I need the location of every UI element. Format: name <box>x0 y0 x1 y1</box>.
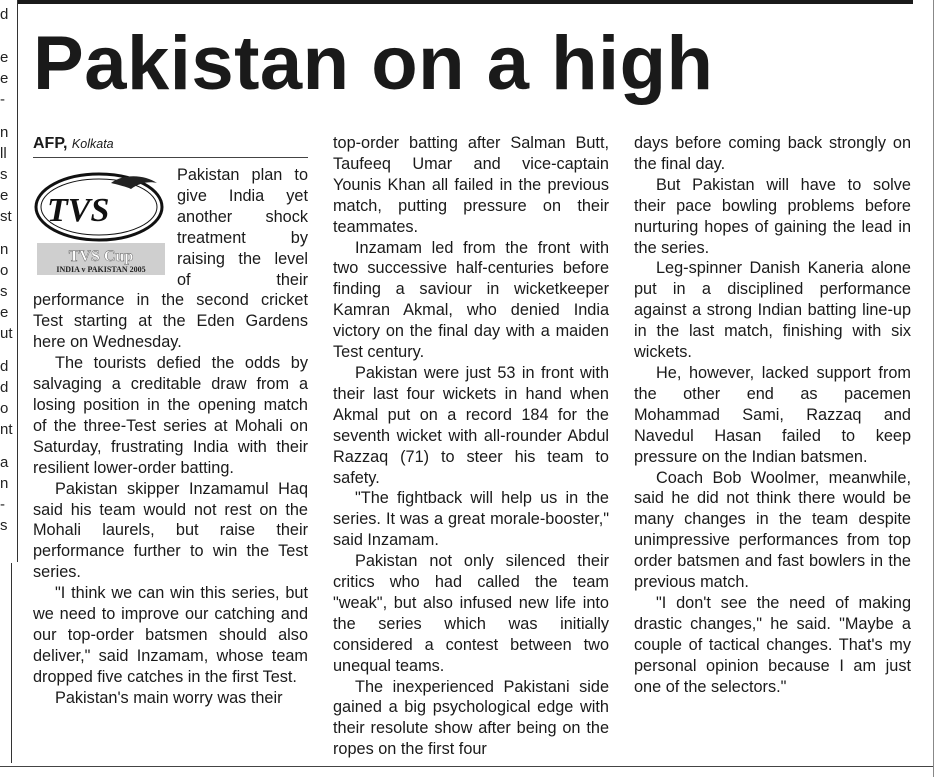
fragment-letter: s <box>0 517 8 534</box>
bottom-rule <box>0 766 934 767</box>
fragment-letter: s <box>0 283 8 300</box>
fragment-letter: d <box>0 6 9 23</box>
fragment-letter: d <box>0 379 9 396</box>
paragraph: "The fightback will help us in the series. It was a great morale-booster," said Inzamam. <box>333 489 609 550</box>
paragraph: Leg-spinner Danish Kaneria alone put in a disciplined performance against a strong Indian batting line-up in the last match, finishing with six wickets. <box>634 259 911 362</box>
fragment-letter: - <box>0 91 5 108</box>
top-rule <box>18 0 913 4</box>
paragraph: The tourists defied the odds by salvaging a creditable draw from a losing position in the opening match of the three-Test series at Mohali on Saturday, frustrating India with their resilient lower-order batting. <box>33 354 308 477</box>
paragraph: But Pakistan will have to solve their pace bowling problems before nurturing hopes of gaining the lead in the series. <box>634 175 911 257</box>
article-column-1 <box>33 133 308 709</box>
fragment-letter: s <box>0 166 8 183</box>
fragment-letter: n <box>0 475 9 492</box>
fragment-letter: ll <box>0 145 7 162</box>
fragment-letter: e <box>0 49 9 66</box>
paragraph: top-order batting after Salman Butt, Taufeeq Umar and vice-captain Younis Khan all failed in the previous match, putting pressure on their teammates. <box>333 134 609 236</box>
article-column-3 <box>634 133 911 697</box>
fragment-letter: e <box>0 304 9 321</box>
paragraph: He, however, lacked support from the other end as pacemen Mohammad Sami, Razzaq and Navedul Hasan failed to keep pressure on the Indian batsmen. <box>634 363 911 466</box>
paragraph: Coach Bob Woolmer, meanwhile, said he did not think there would be many changes in the team despite unimpressive performances from top order batsmen and fast bowlers in the previous match. <box>634 468 911 592</box>
byline <box>33 133 308 158</box>
fragment-letter: e <box>0 70 9 87</box>
tvs-cup-logo-graphic <box>33 169 169 277</box>
paragraph: Pakistan plan to give India yet another shock treatment by raising the level of their performance in the second cricket Test starting at the Eden Gardens here on Wednesday. <box>33 166 308 352</box>
previous-column-fragment <box>0 4 13 536</box>
fragment-letter: n <box>0 124 9 141</box>
paragraph: Inzamam led from the front with two successive half-centuries before finding a saviour in wicketkeeper Kamran Akmal, who denied India victory on the final day with a maiden Test century. <box>333 238 609 362</box>
paragraph: "I think we can win this series, but we need to improve our catching and our top-order batsmen should also deliver," said Inzamam, whose team dropped five catches in the first Test. <box>33 584 308 686</box>
fragment-letter: a <box>0 454 9 471</box>
byline-city: Kolkata <box>71 137 114 151</box>
fragment-letter: o <box>0 400 9 417</box>
article-column-2 <box>333 133 609 760</box>
fragment-letter: n <box>0 241 9 258</box>
paragraph: "I don't see the need of making drastic changes," he said. "Maybe a couple of tactical changes. That's my personal opinion because I am just one of the selectors." <box>634 593 911 696</box>
fragment-letter: st <box>0 208 12 225</box>
tvs-cup-logo <box>33 169 169 277</box>
fragment-letter: nt <box>0 421 13 438</box>
paragraph: The inexperienced Pakistani side gained a big psychological edge with their resolute show after being on the ropes on the first four <box>333 677 609 759</box>
paragraph: days before coming back strongly on the final day. <box>634 134 911 173</box>
fragment-letter: ut <box>0 325 13 342</box>
logo-cup-text: TVS Cup <box>68 248 134 265</box>
logo-series-text: INDIA v PAKISTAN 2005 <box>56 265 146 274</box>
paragraph: Pakistan were just 53 in front with their last four wickets in hand when Akmal put on a record 184 for the seventh wicket with all-rounder Abdul Razzaq (71) to steer his team to safety. <box>333 363 609 487</box>
paragraph: Pakistan's main worry was their <box>55 688 283 707</box>
column-divider-left <box>17 0 18 562</box>
column-divider-left-lower <box>11 563 12 763</box>
fragment-letter: e <box>0 187 9 204</box>
byline-agency: AFP, <box>33 135 68 152</box>
fragment-letter: o <box>0 262 9 279</box>
fragment-letter: d <box>0 358 9 375</box>
logo-brand-text: TVS <box>47 192 110 229</box>
paragraph: Pakistan skipper Inzamamul Haq said his team would not rest on the Mohali laurels, but raise their performance further to win the Test series. <box>33 479 308 582</box>
headline: Pakistan on a high <box>33 21 714 106</box>
fragment-letter: - <box>0 496 5 513</box>
paragraph: Pakistan not only silenced their critics who had called the team "weak", but also infused new life into the series which was initially considered a contest between two unequal teams. <box>333 552 609 675</box>
